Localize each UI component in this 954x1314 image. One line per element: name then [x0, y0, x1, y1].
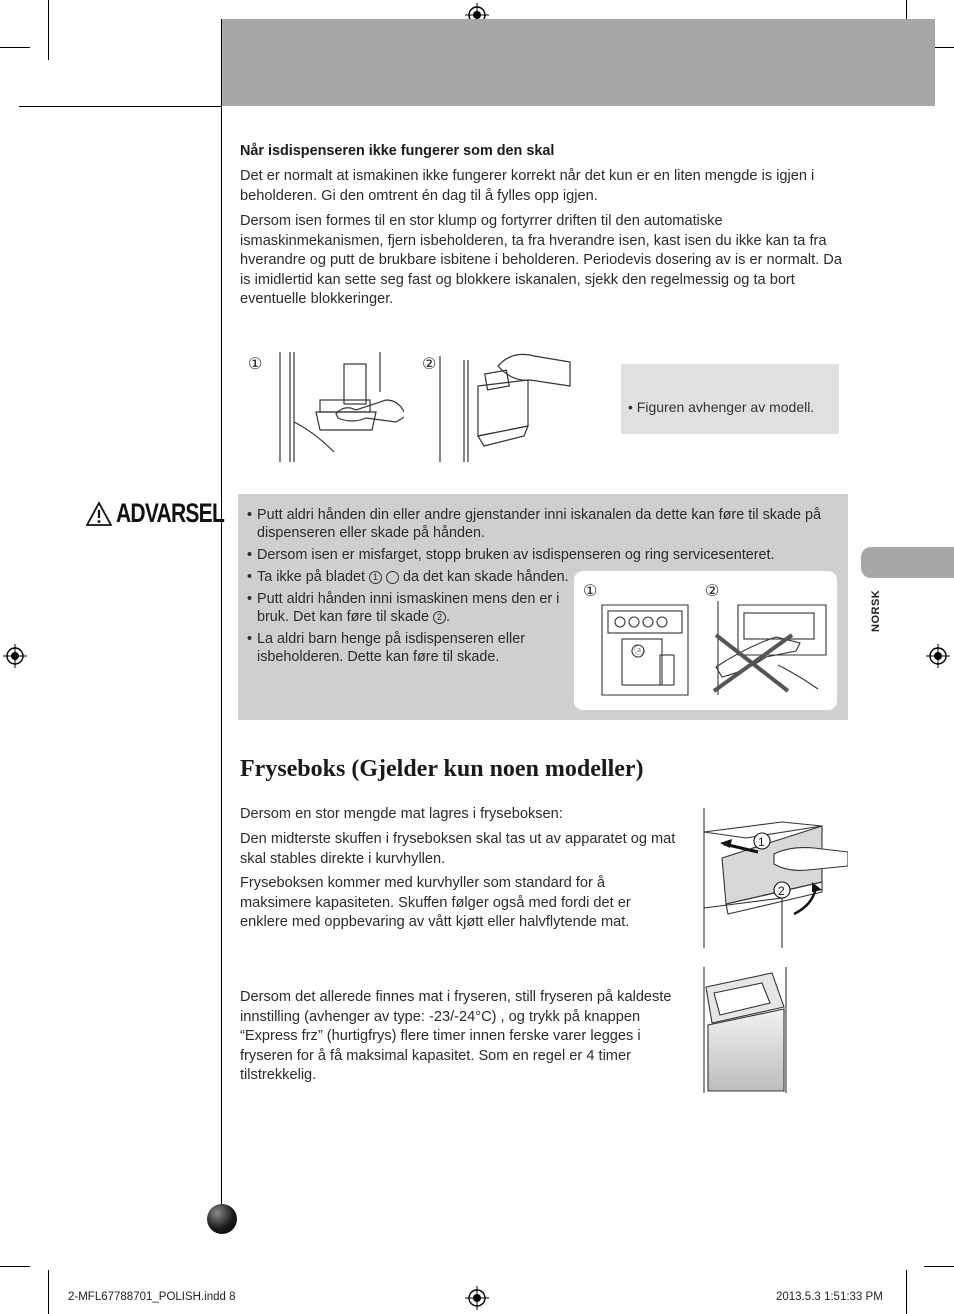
- header-bar: [222, 19, 935, 106]
- callout-number: 1: [369, 571, 382, 584]
- freezer-paragraph: Fryseboksen kommer med kurvhyller som standard for å maksimere kapasiteten. Skuffen følger også med fordi det er enklere med oppbevaring av vått kjøtt eller halvflytende mat.: [240, 875, 631, 930]
- freezer-paragraph: Dersom det allerede finnes mat i fryseren, still fryseren på kaldeste innstilling (avhenger av type: -23/-24°C) , og trykk på knappen “Express frz” (hurtigfrys) flere timer innen ferske varer legges i fryseren for å få maksimal kapasitet. Som en regel er 4 timer tilstrekkelig.: [240, 989, 672, 1083]
- registration-mark-icon: [465, 1286, 489, 1310]
- crop-mark: [48, 1270, 49, 1314]
- warning-figure: [574, 571, 837, 710]
- ice-maker-blade-illustration: [598, 595, 694, 701]
- language-tab: [861, 547, 954, 578]
- warning-item: • La aldri barn henge på isdispenseren eller isbeholderen. Dette kan føre til skade.: [247, 630, 571, 666]
- crop-mark: [0, 1266, 30, 1267]
- warning-title: [86, 498, 255, 529]
- page-marker-ball: [207, 1204, 237, 1234]
- warning-item: [247, 568, 571, 586]
- footer-timestamp: 2013.5.3 1:51:33 PM: [776, 1291, 883, 1303]
- language-tab-label: NORSK: [870, 589, 882, 632]
- crop-mark: [906, 1270, 907, 1314]
- figure-label: ②: [705, 583, 720, 600]
- ice-dispenser-paragraph: Det er normalt at ismakinen ikke fungerer korrekt når det kun er en liten mengde is igjen i beholderen. Gi den omtrent én dag til å fylles opp igjen.: [240, 168, 815, 204]
- section-title: Fryseboks (Gjelder kun noen modeller): [240, 756, 644, 782]
- warning-item: • Dersom isen er misfarget, stopp bruken av isdispenseren og ring servicesenteret.: [247, 546, 835, 564]
- ice-dispenser-heading: Når isdispenseren ikke fungerer som den skal: [240, 143, 555, 159]
- crop-mark: [48, 0, 49, 60]
- header-rule: [19, 106, 222, 107]
- figure-label: 1: [758, 835, 765, 849]
- warning-triangle-icon: [86, 501, 112, 527]
- freezer-paragraph: Dersom en stor mengde mat lagres i fryseboksen:: [240, 806, 563, 822]
- freezer-paragraph: Den midterste skuffen i fryseboksen skal tas ut av apparatet og mat skal stables direkte i kurvhyllen.: [240, 831, 676, 867]
- crop-mark: [924, 1266, 954, 1267]
- ice-chute-cleaning-illustration: [438, 346, 578, 464]
- crop-mark: [0, 47, 30, 48]
- figure-label: 2: [778, 884, 785, 898]
- warning-item: • Putt aldri hånden inni ismaskinen mens den er i bruk. Det kan føre til skade 2 .: [247, 590, 571, 626]
- warning-text: da det kan skade hånden.: [403, 569, 569, 585]
- warning-text: Ta ikke på bladet: [257, 569, 365, 585]
- warning-title-text: ADVARSEL: [116, 498, 225, 528]
- figure-label: ①: [248, 356, 263, 373]
- left-margin-rule: [221, 19, 222, 1234]
- warning-text: Putt aldri hånden inni ismaskinen mens den er i bruk. Det kan føre til skade: [257, 591, 560, 625]
- hand-in-ice-maker-illustration: [708, 595, 832, 703]
- figure-label: ①: [583, 583, 598, 600]
- ice-dispenser-paragraph: Dersom isen formes til en stor klump og fortyrrer driften til den automatiske ismaskinmekanismen, fjern isbeholderen, ta fra hverandre isen, kast isen du ikke kan ta fra hverandre og putt de brukbare isbitene i beholderen. Periodevis dosering av is er normalt. Da is imidlertid kan sette seg fast og blokkere iskanalen, sjekk den regelmessig og ta bort eventuelle blokkeringer.: [240, 213, 842, 307]
- registration-mark-icon: [926, 644, 950, 668]
- freezer-basket-illustration: [702, 967, 788, 1093]
- figure-label: ⓐ: [634, 646, 644, 657]
- figure-note: • Figuren avhenger av modell.: [621, 364, 839, 434]
- warning-list: [247, 568, 571, 670]
- ice-bucket-cleaning-illustration: [276, 352, 404, 464]
- freezer-drawer-removal-illustration: [702, 808, 848, 948]
- blank-circle-icon: [386, 571, 399, 584]
- figure-label: ②: [422, 356, 437, 373]
- registration-mark-icon: [3, 644, 27, 668]
- callout-number: 2: [433, 611, 446, 624]
- warning-list: [247, 506, 835, 568]
- warning-item: • Putt aldri hånden din eller andre gjenstander inni iskanalen da dette kan føre til skade på dispenseren eller skade på hånden.: [247, 506, 835, 542]
- footer-filename: 2-MFL67788701_POLISH.indd 8: [68, 1291, 236, 1303]
